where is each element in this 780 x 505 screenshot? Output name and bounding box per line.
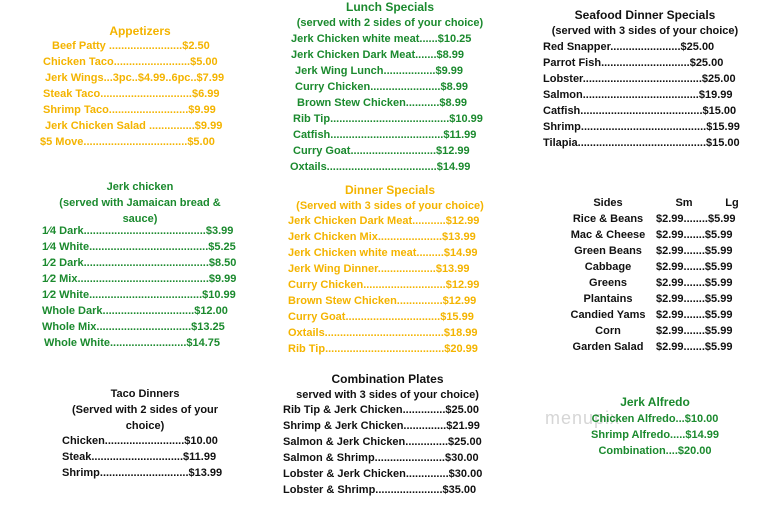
- sides-header: [560, 195, 752, 211]
- menu-item: Parrot Fish.............................$25.00: [543, 57, 724, 69]
- list-item: [560, 211, 752, 227]
- menu-item: Curry Goat...............................$15.99: [288, 311, 474, 323]
- menu-item: Oxtails.......................................$18.99: [288, 327, 478, 339]
- side-price: $2.99.......$5.99: [656, 325, 733, 337]
- seafood-title: Seafood Dinner Specials: [574, 8, 716, 22]
- menu-item: Salmon & Jerk Chicken..............$25.00: [283, 436, 482, 448]
- menu-item: 1⁄2 Dark.........................................$8.50: [42, 257, 237, 269]
- taco-header: [40, 387, 250, 435]
- menu-item: Rib Tip.......................................$10.99: [293, 113, 483, 125]
- menu-item: Whole Mix...............................$13.25: [42, 321, 225, 333]
- menu-item: Chicken Taco.........................$5.00: [43, 56, 218, 68]
- menu-item: Curry Goat............................$12.99: [293, 145, 470, 157]
- jerk-chicken-list: [42, 223, 236, 351]
- side-name: Candied Yams: [570, 309, 646, 321]
- appetizers-list: [40, 38, 224, 150]
- side-price: $2.99.......$5.99: [656, 341, 733, 353]
- menu-item: Shrimp Taco..........................$9.99: [43, 104, 216, 116]
- taco-subtitle-cont: choice): [125, 420, 165, 432]
- list-item: [560, 291, 752, 307]
- menu-item: Shrimp.............................$13.99: [62, 467, 223, 479]
- sides-header-lg: Lg: [725, 197, 739, 209]
- side-price: $2.99.......$5.99: [656, 309, 733, 321]
- side-name: Plantains: [583, 293, 633, 305]
- menu-item: Jerk Chicken white meat......$10.25: [291, 33, 472, 45]
- menu-item: Catfish........................................$15.00: [543, 105, 737, 117]
- menu-item: $5 Move..................................$5.00: [40, 136, 215, 148]
- list-item: [560, 243, 752, 259]
- menu-item: Catfish.....................................$11.99: [293, 129, 477, 141]
- menu-item: Shrimp Alfredo.....$14.99: [591, 429, 719, 441]
- menu-item: Whole White.........................$14.75: [44, 337, 221, 349]
- menu-item: Jerk Wing Lunch.................$9.99: [295, 65, 464, 77]
- side-price: $2.99.......$5.99: [656, 229, 733, 241]
- dinner-list: [288, 213, 479, 357]
- list-item: [560, 259, 752, 275]
- menu-item: Lobster.......................................$25.00: [543, 73, 736, 85]
- menu-item: Steak..............................$11.99: [62, 451, 217, 463]
- combo-title: Combination Plates: [331, 372, 444, 386]
- appetizers-title: Appetizers: [109, 24, 171, 38]
- menu-item: Beef Patty ........................$2.50: [52, 40, 210, 52]
- seafood-header: [535, 8, 755, 40]
- side-name: Cabbage: [584, 261, 632, 273]
- side-name: Corn: [595, 325, 621, 337]
- menu-item: Lobster & Shrimp......................$35.00: [283, 484, 477, 496]
- menu-item: Red Snapper.......................$25.00: [543, 41, 715, 53]
- jerk-chicken-title: Jerk chicken: [106, 181, 174, 193]
- menu-item: Rib Tip & Jerk Chicken..............$25.00: [283, 404, 480, 416]
- menu-item: Brown Stew Chicken...........$8.99: [297, 97, 467, 109]
- lunch-list: [288, 31, 483, 175]
- menu-item: 1⁄2 Mix...........................................$9.99: [42, 273, 237, 285]
- list-item: [560, 275, 752, 291]
- jerk-chicken-header: [30, 180, 250, 228]
- seafood-list: [543, 39, 740, 151]
- side-name: Greens: [589, 277, 627, 289]
- menu-item: Combination....$20.00: [598, 445, 712, 457]
- alfredo-section: [575, 395, 735, 459]
- menu-item: Salmon & Shrimp.......................$30.00: [283, 452, 479, 464]
- menu-item: 1⁄4 White.......................................$5.25: [42, 241, 236, 253]
- side-name: Mac & Cheese: [570, 229, 646, 241]
- jerk-chicken-subtitle-cont: sauce): [122, 213, 158, 225]
- menu-item: Curry Chicken...........................$12.99: [288, 279, 480, 291]
- menu-item: Chicken..........................$10.00: [62, 435, 218, 447]
- menu-item: Shrimp & Jerk Chicken..............$21.99: [283, 420, 480, 432]
- lunch-title: Lunch Specials: [345, 0, 435, 14]
- menu-item: Jerk Chicken Mix.....................$13.99: [288, 231, 476, 243]
- menu-item: Curry Chicken.......................$8.99: [295, 81, 469, 93]
- list-item: [560, 227, 752, 243]
- side-name: Rice & Beans: [572, 213, 644, 225]
- menu-item: Jerk Chicken Dark Meat...........$12.99: [288, 215, 480, 227]
- menu-item: Lobster & Jerk Chicken..............$30.00: [283, 468, 483, 480]
- combo-subtitle: served with 3 sides of your choice): [296, 389, 479, 401]
- list-item: [560, 323, 752, 339]
- menu-item: Whole Dark..............................$12.00: [42, 305, 228, 317]
- dinner-title: Dinner Specials: [344, 183, 436, 197]
- lunch-header: [280, 0, 500, 32]
- jerk-chicken-subtitle: (served with Jamaican bread &: [59, 197, 221, 209]
- alfredo-title: Jerk Alfredo: [620, 395, 690, 409]
- menu-item: Steak Taco..............................$6.99: [43, 88, 220, 100]
- taco-title: Taco Dinners: [110, 388, 180, 400]
- menu-item: Tilapia..........................................$15.00: [543, 137, 740, 149]
- menu-item: Jerk Wings...3pc..$4.99..6pc..$7.99: [45, 72, 225, 84]
- menu-item: Oxtails....................................$14.99: [290, 161, 471, 173]
- menu-item: Rib Tip.......................................$20.99: [288, 343, 478, 355]
- menu-item: Jerk Chicken Salad ...............$9.99: [45, 120, 223, 132]
- watermark: menupix: [545, 408, 621, 428]
- menu-item: Jerk Chicken white meat.........$14.99: [288, 247, 478, 259]
- menu-item: Chicken Alfredo...$10.00: [591, 413, 719, 425]
- dinner-header: [280, 183, 500, 215]
- menu-item: Shrimp.........................................$15.99: [543, 121, 740, 133]
- dinner-subtitle: (Served with 3 sides of your choice): [296, 200, 484, 212]
- side-price: $2.99........$5.99: [656, 213, 736, 225]
- side-name: Garden Salad: [572, 341, 644, 353]
- seafood-subtitle: (served with 3 sides of your choice): [551, 25, 739, 37]
- menu-item: Jerk Chicken Dark Meat.......$8.99: [291, 49, 465, 61]
- combo-list: [283, 402, 482, 498]
- taco-subtitle: (Served with 2 sides of your: [71, 404, 219, 416]
- sides-header-name: Sides: [593, 197, 623, 209]
- menu-item: Jerk Wing Dinner...................$13.99: [288, 263, 470, 275]
- side-price: $2.99.......$5.99: [656, 293, 733, 305]
- menu-item: Brown Stew Chicken...............$12.99: [288, 295, 477, 307]
- combo-header: [275, 372, 500, 404]
- side-price: $2.99.......$5.99: [656, 245, 733, 257]
- side-name: Green Beans: [574, 245, 642, 257]
- menu-item: 1⁄2 White.....................................$10.99: [42, 289, 236, 301]
- list-item: [560, 307, 752, 323]
- sides-section: [560, 195, 752, 355]
- side-price: $2.99.......$5.99: [656, 277, 733, 289]
- taco-list: [62, 433, 222, 481]
- menu-item: 1⁄4 Dark........................................$3.99: [42, 225, 234, 237]
- sides-header-sm: Sm: [675, 197, 693, 209]
- menu-item: Salmon......................................$19.99: [543, 89, 733, 101]
- side-price: $2.99.......$5.99: [656, 261, 733, 273]
- lunch-subtitle: (served with 2 sides of your choice): [296, 17, 484, 29]
- list-item: [560, 339, 752, 355]
